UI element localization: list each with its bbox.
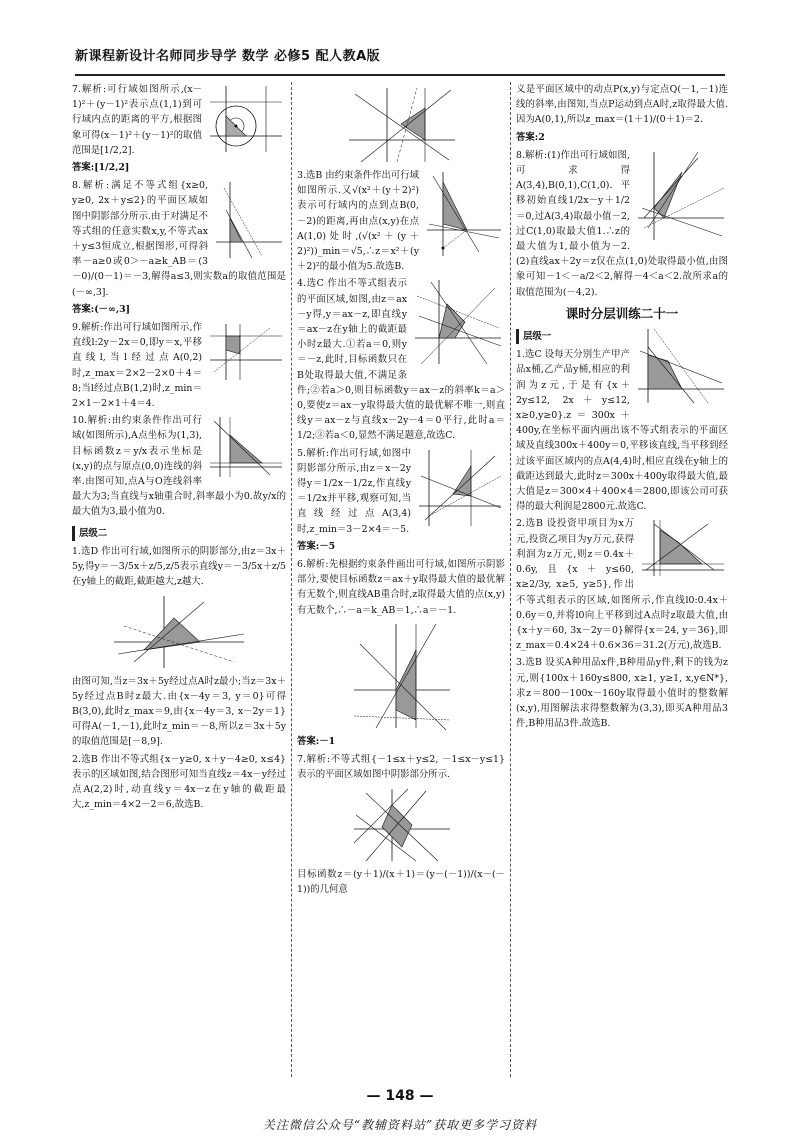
solution-q10: 10.解析:由约束条件作出可行域(如图所示),A点坐标为(1,3),目标函数z＝y/x表示坐标是(x,y)的点与原点(0,0)连线的斜率.由图可知,点A与O连线斜率最大为3;当直线与x轴重合时,斜率最小为0.故y/x的最大值为3,最小值为0. [72,415,286,518]
answer-p5: 答案:－5 [297,540,336,552]
solution-p1-cont: 由图可知,当z＝3x＋5y经过点A时z最小;当z＝3x＋5y经过点B时z最大.由{x－4y＝3, y＝0}可得B(3,0),此时z_max＝9,由{x－4y＝3, x－2y＝1}可得A(－1,－1),此时z_min＝－8,所以z＝3x＋5y的取值范围是[－8,9]. [72,675,286,748]
figure-q8-region [212,178,286,262]
solution-c1: 义是平面区域中的动点P(x,y)与定点Q(－1,－1)连线的斜率,由图知,当点P运动到点A时,z取得最大值.因为A(0,1),所以z_max＝(1＋1)/(0＋1)＝2. [516,84,728,126]
footer-note: 关注微信公众号“教辅资料站”获取更多学习资料 [262,1118,538,1132]
column-1 [72,82,286,1072]
figure-q10-region [206,413,286,481]
solution-r3: 3.选B 设买A种用品x件,B种用品y件,剩下的钱为z元,则{100x＋160y≤800, x≥1, y≥1, x,y∈N*},求z＝800－100x－160y取得最小值时的整数解(x,y),用图解法求得整数解为(3,3),即买A种用品3件,B种用品3件.故选B. [516,657,728,730]
answer-p6: 答案:－1 [297,735,336,747]
level-2-heading: 层级二 [72,526,111,541]
figure-p3-region [423,168,505,260]
answer-q7: 答案:[1/2,2] [72,162,130,174]
page-number: — 148 — [366,1088,434,1104]
level-1-heading: 层级一 [516,329,555,344]
header-title: 新课程新设计名师同步导学 数学 必修5 配人教A版 [75,49,381,64]
solution-p7-cont: 目标函数z＝(y＋1)/(x＋1)＝(y－(－1))/(x－(－1))的几何意 [297,868,505,895]
column-2 [297,82,505,1072]
column-3 [516,82,728,1072]
section-title: 课时分层训练二十一 [565,305,679,321]
figure-p4-region [411,276,505,368]
answer-q8: 答案:(－∞,3] [72,303,131,315]
solution-p5: 5.解析:作出可行域,如图中阴影部分所示,由z＝x－2y得y＝1/2x－1/2z,作直线y＝1/2x并平移,观察可知,当直线经过点A(3,4)时,z_min＝3－2×4＝－5. [297,447,411,535]
figure-p1-region [104,592,254,672]
solution-p4: 4.选C 作出不等式组表示的平面区域,如图,由z＝ax－y得,y＝ax－z,即直线y＝ax－z在y轴上的截距最小时z最大.①若a＝0,则y＝－z,此时,目标函数只在B处取得最大值,不满足条件;②若a＞0,则目标函数y＝ax－z的斜率k＝a＞0,要使z＝ax－y取得最大值的最优解不唯一,则直线y＝ax－z与直线x－2y－4＝0平行,此时a＝1/2;③若a＜0,显然不满足题意,故选C. [297,278,505,442]
solution-q8: 8.解析:满足不等式组{x≥0, y≥0, 2x＋y≤2}的平面区域如图中阴影部分所示.由于对满足不等式组的任意实数x,y,不等式ax＋y≤3恒成立,根据图形,可得斜率－a≥0或0＞－a≥k_AB＝(3－0)/(0－1)＝－3,解得a≤3,则实数a的取值范围是(－∞,3]. [72,180,286,298]
figure-p5-region [415,446,505,530]
column-divider [510,82,511,1077]
figure-r2-region [638,516,728,580]
answer-c1: 答案:2 [516,131,545,143]
solution-c8: 8.解析:(1)作出可行域如图,可求得A(3,4),B(0,1),C(1,0).平移初始直线1/2x－y＋1/2＝0,过A(3,4)取最小值－2,过C(1,0)取最大值1.∴z的最大值为1,最小值为－2.(2)直线ax＋2y＝z仅在点(1,0)处取得最小值,由图象可知－1＜－a/2＜2,解得－4＜a＜2.故所求a的取值范围为(－4,2). [516,149,728,298]
solution-q7: 7.解析:可行域如图所示,(x－1)²＋(y－1)²表示点(1,1)到可行域内点的距离的平方,根据图象可得(x－1)²＋(y－1)²的取值范围是[1/2,2]. [72,84,202,156]
figure-p6-region [346,620,456,732]
figure-q7-circle [206,82,286,156]
page-header [75,40,725,76]
figure-p7-region [346,785,456,865]
solution-p7: 7.解析:不等式组{－1≤x＋y≤2, －1≤x－y≤1}表示的平面区域如图中阴影部分所示. [297,754,505,781]
solution-p3: 3.选B 由约束条件作出可行域如图所示.又√(x²＋(y＋2)²)表示可行域内的点到点B(0,－2)的距离,再由点(x,y)在点A(1,0)处时,(√(x²＋(y＋2)²))_min＝√5,∴z＝x²＋(y＋2)²的最小值为5.故选B. [297,170,419,273]
figure-r1-region [634,325,728,407]
solution-p2: 2.选B 作出不等式组{x－y≥0, x＋y－4≥0, x≤4}表示的区域如图,结合图形可知当直线z＝4x－y经过点A(2,2)时,动直线y＝4x－z在y轴的截距最大,z_min＝4×2－2＝6,故选B. [72,753,286,811]
solution-r2: 2.选B 设投资甲项目为x万元,投资乙项目为y万元,获得利润为z万元,则z＝0.4x＋0.6y,且{x＋y≤60, x≥2/3y, x≥5, y≥5},作出不等式组表示的区域,如图所示,作直线l0:0.4x＋0.6y＝0,并将l0向上平移到过A点时z取最大值,由{x＋y＝60, 3x－2y＝0}解得{x＝24, y＝36},即z_max＝0.4×24＋0.6×36＝31.2(万元),故选B. [516,518,728,652]
solution-p6: 6.解析:先根据约束条件画出可行域,如图所示阴影部分,要使目标函数z＝ax＋y取得最大值的最优解有无数个,则直线AB重合时,z取得最大值的点(x,y)有无数个,∴－a＝k_AB＝1,∴a＝－1. [297,559,505,616]
column-divider [291,82,292,1077]
figure-c8-region [634,148,728,244]
solution-q9: 9.解析:作出可行域如图所示,作直线l:2y－2x＝0,即y＝x,平移直线l,当l经过点A(0,2)时,z_max＝2×2－2×0＋4＝8;当l经过点B(1,2)时,z_min＝2×1－2×1＋4＝4. [72,322,202,410]
figure-p2-region [341,84,461,166]
solution-r1: 1.选C 设每天分别生产甲产品x桶,乙产品y桶,相应的利润为z元,于是有{x＋2y≤12, 2x＋y≤12, x≥0,y≥0}.z＝300x＋400y,在坐标平面内画出该不等式组表示的平面区域及直线300x＋400y＝0,平移该直线,当平移到经过该平面区域内的点A(4,4)时,相应直线在y轴上的截距达到最大,此时z＝300x＋400y取得最大值,最大值是z＝300×4＋400×4＝2800,即该公司可获得的最大利润是2800元.故选C. [516,349,728,513]
figure-q9-region [206,320,286,384]
solution-p1: 1.选D 作出可行域,如图所示的阴影部分,由z＝3x＋5y,得y＝－3/5x＋z/5,z/5表示直线y＝－3/5x＋z/5在y轴上的截距,截距越大,z越大. [72,545,286,588]
